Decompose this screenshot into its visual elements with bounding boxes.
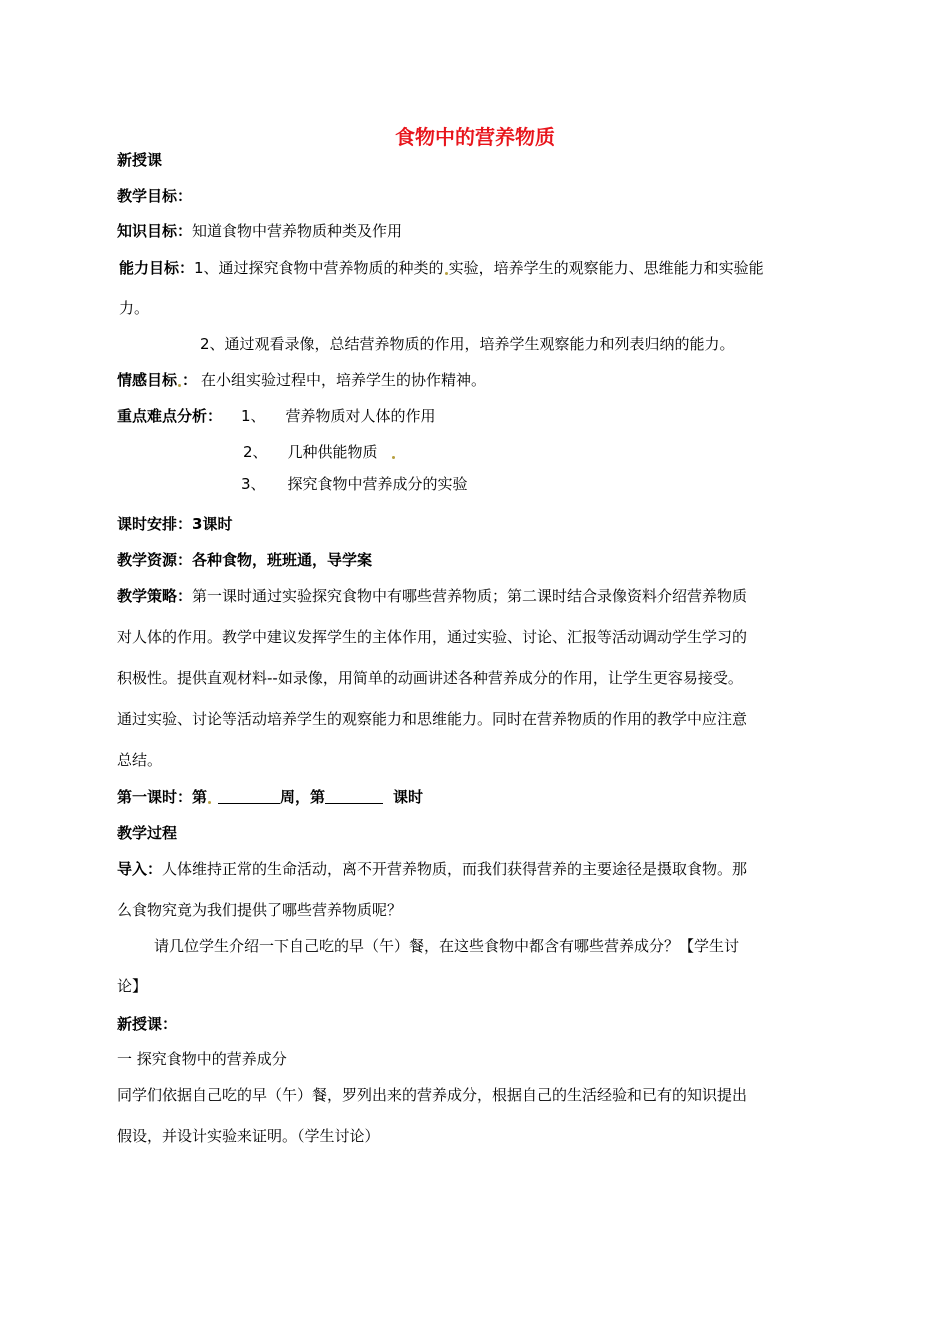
strategy-line-4: 通过实验、讨论等活动培养学生的观察能力和思维能力。同时在营养物质的作用的教学中应注意 bbox=[117, 710, 748, 728]
schedule: 课时安排：3课时 bbox=[117, 515, 233, 533]
intro-label: 导入： bbox=[117, 860, 163, 878]
ability-text-1a: 1、通过探究食物中营养物质的种类的 bbox=[194, 259, 444, 277]
key-points-label: 重点难点分析： bbox=[117, 407, 223, 425]
key-point-3: 3、 探究食物中营养成分的实验 bbox=[241, 475, 468, 493]
ability-text-1b: 实验，培养学生的观察能力、思维能力和实验能 bbox=[448, 259, 764, 277]
ink-dot bbox=[178, 384, 181, 387]
resources: 教学资源：各种食物，班班通，导学案 bbox=[117, 551, 373, 569]
intro-line-4: 论】 bbox=[117, 977, 148, 995]
new-lesson-heading: 新授课： bbox=[117, 1015, 178, 1033]
strategy-line-3: 积极性。提供直观材料--如录像，用简单的动画讲述各种营养成分的作用，让学生更容易接受。 bbox=[117, 669, 743, 687]
page-title: 食物中的营养物质 bbox=[395, 125, 555, 149]
ability-objective-1 bbox=[119, 258, 764, 278]
key-point-1: 1、 营养物质对人体的作用 bbox=[241, 407, 436, 425]
section-1-line-1: 同学们依据自己吃的早（午）餐，罗列出来的营养成分，根据自己的生活经验和已有的知识提出 bbox=[117, 1086, 748, 1104]
process-heading: 教学过程 bbox=[117, 824, 178, 842]
knowledge-text: 知道食物中营养物质种类及作用 bbox=[192, 222, 403, 240]
section-1-line-2: 假设，并设计实验来证明。（学生讨论） bbox=[117, 1127, 380, 1145]
strategy-line-1: 教学策略：第一课时通过实验探究食物中有哪些营养物质；第二课时结合录像资料介绍营养物质 bbox=[117, 587, 748, 605]
emotion-text: 在小组实验过程中，培养学生的协作精神。 bbox=[201, 371, 487, 389]
ink-dot bbox=[208, 801, 211, 804]
ability-text-1c: 力。 bbox=[119, 299, 150, 317]
new-lesson-label: 新授课 bbox=[117, 151, 163, 169]
ability-objective-2: 2、通过观看录像，总结营养物质的作用，培养学生观察能力和列表归纳的能力。 bbox=[200, 335, 735, 353]
strategy-line-5: 总结。 bbox=[117, 751, 163, 769]
first-lesson-line: 第一课时：第 周，第 课时 bbox=[117, 788, 424, 806]
emotion-label: 情感目标 bbox=[117, 371, 178, 389]
ink-dot bbox=[392, 456, 395, 459]
intro-line-1: 导入：人体维持正常的生命活动，离不开营养物质，而我们获得营养的主要途径是摄取食物。那 bbox=[117, 860, 748, 878]
intro-line-3: 请几位学生介绍一下自己吃的早（午）餐，在这些食物中都含有哪些营养成分？【学生讨 bbox=[154, 937, 740, 955]
ability-label: 能力目标： bbox=[119, 259, 195, 277]
objectives-heading: 教学目标： bbox=[117, 187, 193, 205]
ink-dot bbox=[445, 272, 448, 275]
knowledge-label: 知识目标： bbox=[117, 222, 193, 240]
key-point-2: 2、 几种供能物质 bbox=[243, 442, 396, 462]
strategy-label: 教学策略： bbox=[117, 587, 193, 605]
knowledge-objective bbox=[117, 221, 402, 241]
week-blank bbox=[218, 788, 280, 804]
intro-line-2: 么食物究竟为我们提供了哪些营养物质呢？ bbox=[117, 901, 403, 919]
section-1-title: 一 探究食物中的营养成分 bbox=[117, 1050, 287, 1068]
strategy-line-2: 对人体的作用。教学中建议发挥学生的主体作用，通过实验、讨论、汇报等活动调动学生学习的 bbox=[117, 628, 748, 646]
emotion-objective: 情感目标 ： 在小组实验过程中，培养学生的协作精神。 bbox=[117, 371, 487, 389]
period-blank bbox=[325, 788, 383, 804]
